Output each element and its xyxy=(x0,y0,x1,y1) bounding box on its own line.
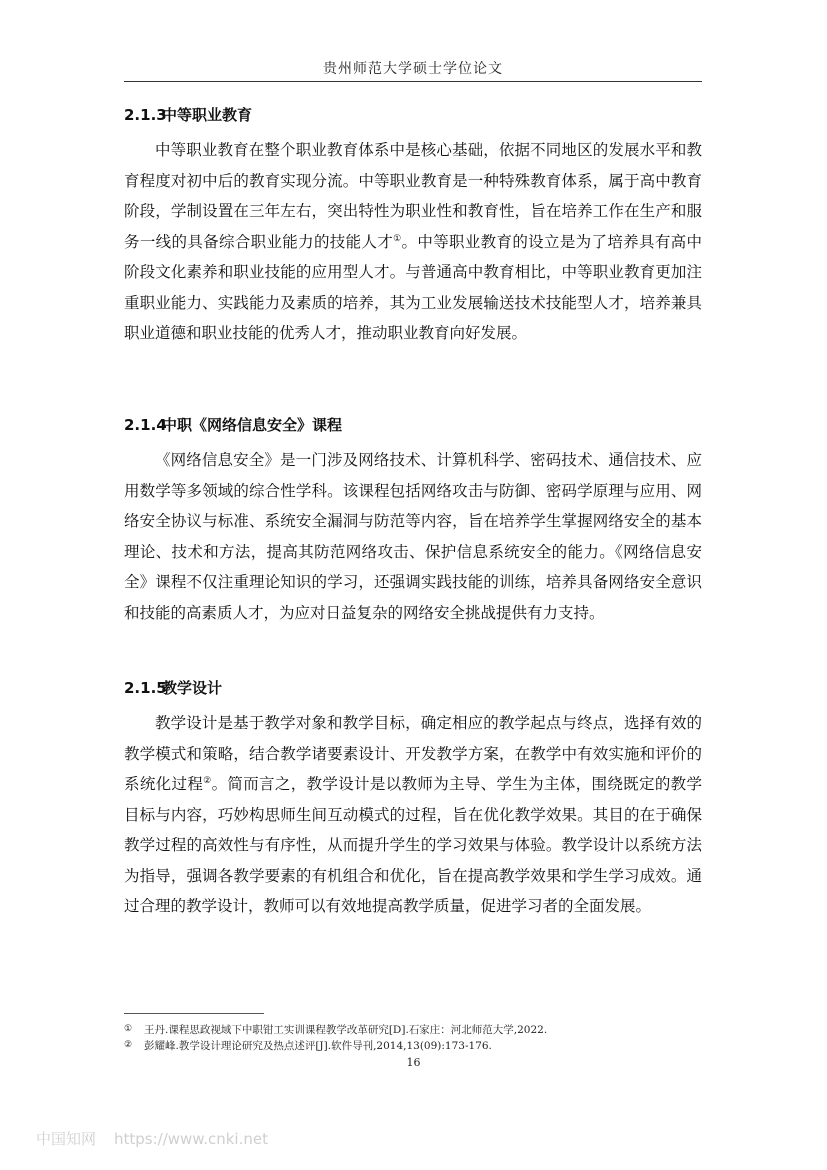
section-title: 教学设计 xyxy=(162,679,223,697)
section-number: 2.1.3 xyxy=(124,106,167,124)
footnote-ref[interactable]: ① xyxy=(393,233,402,244)
footnote-mark: ① xyxy=(124,1024,133,1034)
footnote-rule xyxy=(124,1013,264,1014)
footnote-1 xyxy=(124,1022,702,1037)
section-body-2-1-5 xyxy=(124,708,702,922)
footnote-mark: ② xyxy=(124,1040,133,1050)
header-rule xyxy=(124,81,702,82)
section-body-2-1-3 xyxy=(124,135,702,349)
section-heading-2-1-3 xyxy=(124,104,252,125)
cnki-watermark xyxy=(36,1128,268,1149)
body-text: 教学设计是基于教学对象和教学目标，确定相应的教学起点与终点，选择有效的教学模式和策略，结合教学诸要素设计、开发教学方案，在教学中有效实施和评价的系统化过程 xyxy=(124,714,702,793)
body-text: 。中等职业教育的设立是为了培养具有高中阶段文化素养和职业技能的应用型人才。与普通高中教育相比，中等职业教育更加注重职业能力、实践能力及素质的培养，其为工业发展输送技术技能型人才，培养兼具职业道德和职业技能的优秀人才，推动职业教育向好发展。 xyxy=(124,232,702,342)
body-text: 《网络信息安全》是一门涉及网络技术、计算机科学、密码技术、通信技术、应用数学等多领域的综合性学科。该课程包括网络攻击与防御、密码学原理与应用、网络安全协议与标准、系统安全漏洞与防范等内容，旨在培养学生掌握网络安全的基本理论、技术和方法，提高其防范网络攻击、保护信息系统安全的能力。《网络信息安全》课程不仅注重理论知识的学习，还强调实践技能的训练，培养具备网络安全意识和技能的高素质人才，为应对日益复杂的网络安全挑战提供有力支持。 xyxy=(124,451,702,622)
footnote-text: 彭耀峰.教学设计理论研究及热点述评[J].软件导刊,2014,13(09):173-176. xyxy=(144,1040,492,1052)
section-number: 2.1.5 xyxy=(124,679,167,697)
running-header: 贵州师范大学硕士学位论文 xyxy=(323,61,503,77)
section-heading-2-1-4 xyxy=(124,414,342,435)
watermark-brand: 中国知网 xyxy=(36,1130,97,1148)
page-number: 16 xyxy=(406,1056,421,1069)
footnote-text: 王丹.课程思政视域下中职钳工实训课程教学改革研究[D].石家庄：河北师范大学,2022. xyxy=(144,1024,548,1036)
section-body-2-1-4 xyxy=(124,445,702,628)
body-text: 。简而言之，教学设计是以教师为主导、学生为主体，围绕既定的教学目标与内容，巧妙构思师生间互动模式的过程，旨在优化教学效果。其目的在于确保教学过程的高效性与有序性，从而提升学生的学习效果与体验。教学设计以系统方法为指导，强调各教学要素的有机组合和优化，旨在提高教学效果和学生学习成效。通过合理的教学设计，教师可以有效地提高教学质量，促进学习者的全面发展。 xyxy=(124,775,702,915)
watermark-url: https://www.cnki.net xyxy=(114,1130,268,1148)
section-title: 中职《网络信息安全》课程 xyxy=(162,416,343,434)
section-number: 2.1.4 xyxy=(124,416,167,434)
section-heading-2-1-5 xyxy=(124,677,222,698)
section-title: 中等职业教育 xyxy=(162,106,253,124)
body-text: 中等职业教育在整个职业教育体系中是核心基础，依据不同地区的发展水平和教育程度对初中后的教育实现分流。中等职业教育是一种特殊教育体系，属于高中教育阶段，学制设置在三年左右，突出特性为职业性和教育性，旨在培养工作在生产和服务一线的具备综合职业能力的技能人才 xyxy=(124,141,702,251)
footnote-ref[interactable]: ② xyxy=(203,775,212,786)
footnote-2 xyxy=(124,1038,702,1053)
